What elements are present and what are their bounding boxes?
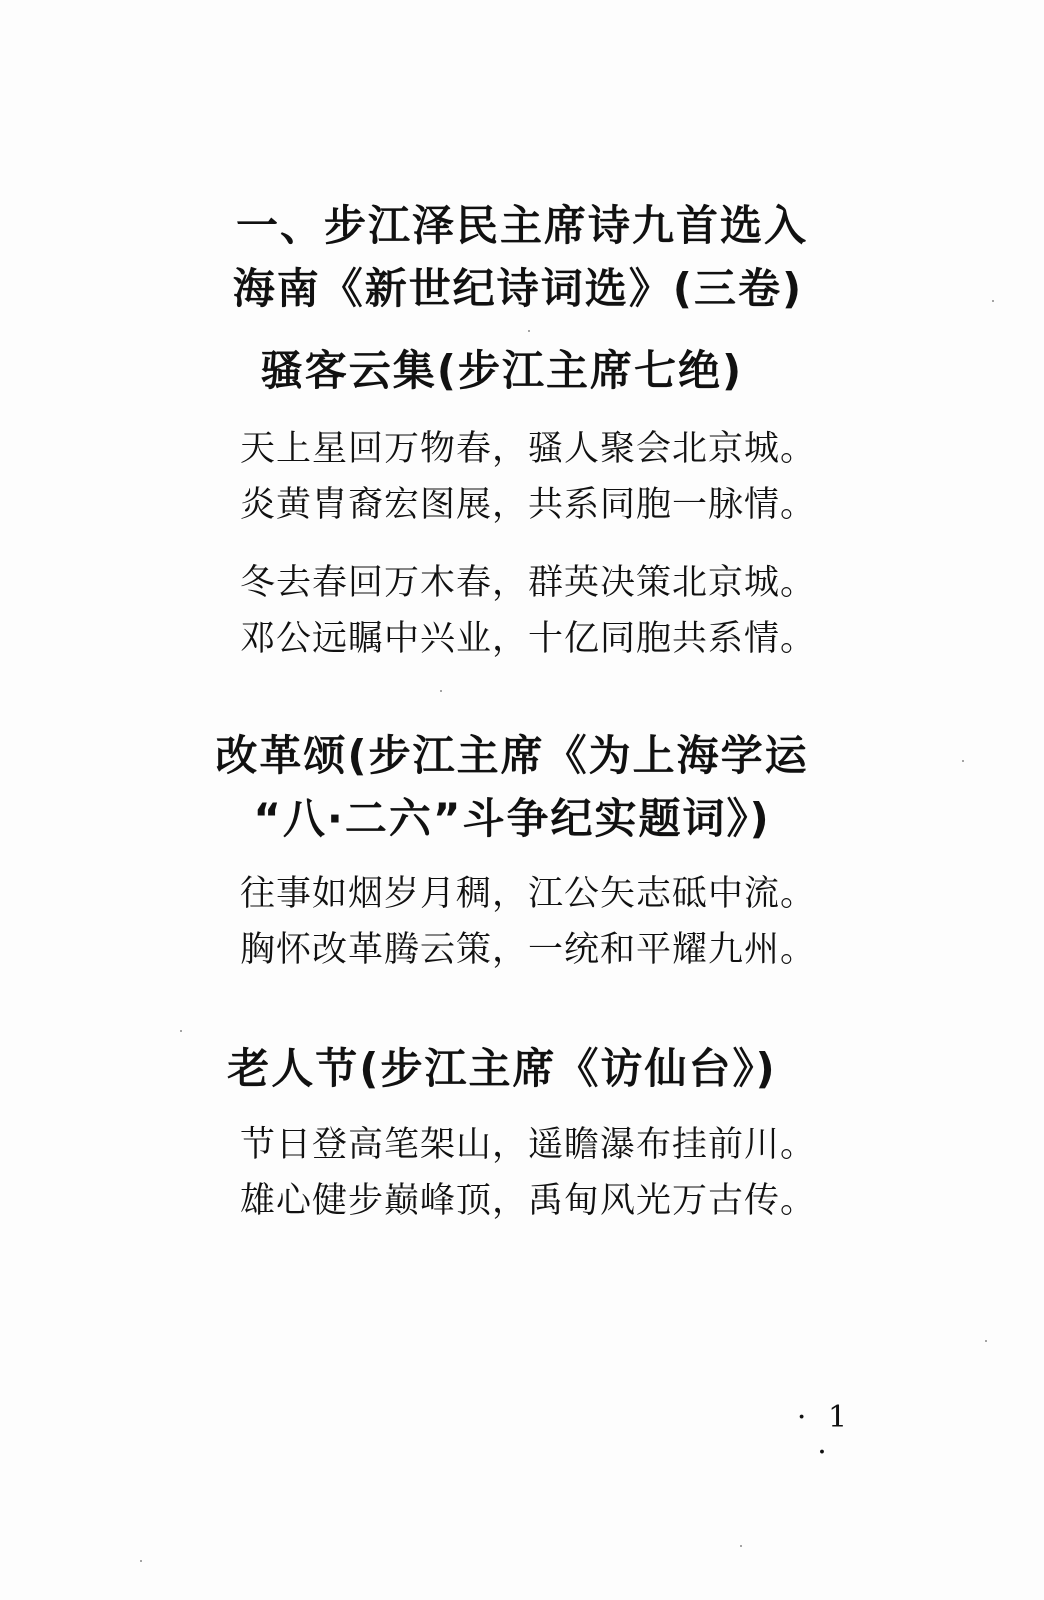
verse-line: 邓公远瞩中兴业，十亿同胞共系情。: [240, 619, 817, 659]
poem-title-continued: “八·二六”斗争纪实题词》): [253, 794, 771, 843]
verse-line: 炎黄胄裔宏图展，共系同胞一脉情。: [240, 485, 817, 525]
scan-speck: [740, 1545, 742, 1547]
verse-line: 冬去春回万木春，群英决策北京城。: [240, 563, 817, 603]
scan-speck: [140, 1560, 142, 1562]
scan-speck: [440, 690, 442, 692]
verse-line: 雄心健步巅峰顶，禹甸风光万古传。: [240, 1181, 817, 1221]
poem-title: 改革颂(步江主席《为上海学运: [215, 731, 809, 780]
scan-speck: [985, 1340, 987, 1342]
section-title-line-1: 一、步江泽民主席诗九首选入: [235, 201, 808, 250]
verse-line: 天上星回万物春，骚人聚会北京城。: [240, 429, 817, 469]
poem-title: 骚客云集(步江主席七绝): [260, 346, 744, 395]
scan-speck: [962, 760, 964, 762]
verse-line: 往事如烟岁月稠，江公矢志砥中流。: [240, 874, 817, 914]
poem-title: 老人节(步江主席《访仙台》): [227, 1044, 777, 1093]
verse-line: 节日登高笔架山，遥瞻瀑布挂前川。: [240, 1125, 817, 1165]
section-title-line-2: 海南《新世纪诗词选》(三卷): [232, 264, 804, 313]
scan-speck: [528, 330, 530, 332]
scan-speck: [992, 300, 994, 302]
scan-speck: [180, 1030, 182, 1032]
page-number: · 1 ·: [796, 1400, 854, 1470]
verse-line: 胸怀改革腾云策，一统和平耀九州。: [240, 930, 817, 970]
